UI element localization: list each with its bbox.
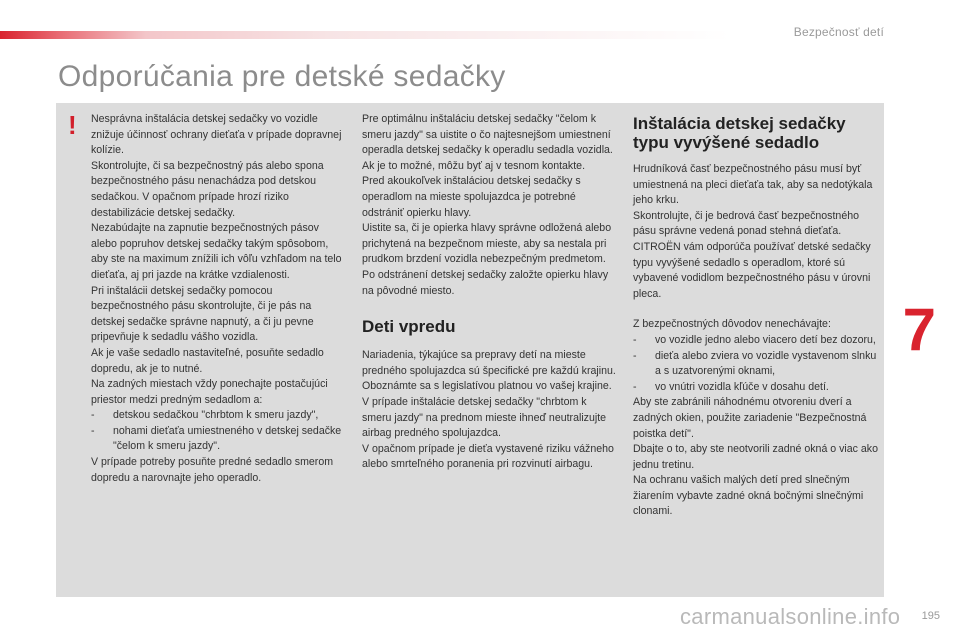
body-text: Uistite sa, či je opierka hlavy správne odložená alebo prichytená na bezpečnom mieste, aby sa nestala pri prudkom brzdení vozidla nebezpečným predmetom. Po odstránení detskej sedačky založte opierku hlavy na pôvodné miesto.	[362, 222, 612, 297]
warning-text: Nezabúdajte na zapnutie bezpečnostných pásov alebo popruhov detskej sedačky takým spôsobom, aby ste na maximum znížili ich vôľu vzhľadom na telo dieťaťa, aj pri jazde na krátke vzdialenosti.	[91, 222, 342, 281]
list-item-text: vo vnútri vozidla kľúče v dosahu detí.	[655, 380, 829, 393]
body-text: Z bezpečnostných dôvodov nenechávajte:	[633, 318, 831, 331]
body-text: Hrudníková časť bezpečnostného pásu musí byť umiestnená na pleci dieťaťa tak, aby sa nedotýkala jeho krku.	[633, 163, 873, 207]
list-item: - detskou sedačkou "chrbtom k smeru jazdy",	[91, 408, 347, 424]
list-item-text: detskou sedačkou "chrbtom k smeru jazdy",	[113, 409, 319, 422]
list-item: - nohami dieťaťa umiestneného v detskej sedačke "čelom k smeru jazdy".	[91, 424, 347, 455]
list-item: - vo vnútri vozidla kľúče v dosahu detí.	[633, 380, 879, 396]
list-item-text: vo vozidle jedno alebo viacero detí bez dozoru,	[655, 333, 876, 346]
list-item-text: dieťa alebo zviera vo vozidle vystavenom slnku a s uzatvorenými oknami,	[655, 349, 877, 378]
section-heading-booster: Inštalácia detskej sedačky typu vyvýšené sedadlo	[633, 114, 846, 152]
list-item: - vo vozidle jedno alebo viacero detí bez dozoru,	[633, 333, 879, 349]
body-text: V prípade inštalácie detskej sedačky "chrbtom k smeru jazdy" na prednom mieste ihneď neutralizujte airbag predného spolujazdca.	[362, 395, 607, 440]
body-text: CITROËN vám odporúča používať detské sedačky typu vyvýšené sedadlo s operadlom, ktoré sú vybavené vodidlom bezpečnostného pásu v úrovni pleca.	[633, 240, 871, 300]
watermark: carmanualsonline.info	[680, 604, 901, 629]
warning-text: Ak je vaše sedadlo nastaviteľné, posuňte sedadlo dopredu, ak je to nutné.	[91, 346, 324, 375]
warning-text: Nesprávna inštalácia detskej sedačky vo vozidle znižuje účinnosť ochrany dieťaťa v prípade dopravnej kolízie.	[91, 113, 342, 157]
list-item-text: nohami dieťaťa umiestneného v detskej sedačke "čelom k smeru jazdy".	[113, 424, 342, 453]
body-text: Nariadenia, týkajúce sa prepravy detí na mieste predného spolujazdca sú špecifické pre každú krajinu. Oboznámte sa s legislatívou platnou vo vašej krajine.	[362, 349, 616, 393]
list-item: - dieťa alebo zviera vo vozidle vystavenom slnku a s uzatvorenými oknami,	[633, 349, 879, 380]
section-name: Bezpečnosť detí	[793, 25, 884, 39]
body-text: Dbajte o to, aby ste neotvorili zadné okná o viac ako jednu tretinu.	[633, 443, 878, 471]
gradient-stripe	[0, 31, 730, 39]
warning-text: Na zadných miestach vždy ponechajte postačujúci priestor medzi predným sedadlom a:	[91, 378, 328, 406]
body-text: V opačnom prípade je dieťa vystavené riziku vážneho alebo smrteľného poranenia pri rozvinutí airbagu.	[362, 442, 614, 471]
body-text: Pre optimálnu inštaláciu detskej sedačky "čelom k smeru jazdy" sa uistite o čo najtesnejšom umiestnení operadla detskej sedačky k operadlu sedadla vozidla. Ak je to možné, môžu byť aj v tesnom kontakte.	[362, 113, 613, 172]
exclamation-icon: !	[68, 110, 77, 140]
body-text: Skontrolujte, či je bedrová časť bezpečnostného pásu správne vedená ponad stehná dieťaťa.	[633, 209, 859, 238]
section-heading-front: Deti vpredu	[362, 317, 456, 337]
body-text: Pred akoukoľvek inštaláciou detskej sedačky s operadlom na mieste spolujazdca je potrebné odstrániť opierku hlavy.	[362, 175, 581, 219]
chapter-number: 7	[902, 296, 936, 363]
body-text: Aby ste zabránili náhodnému otvoreniu dverí a zadných okien, použite zariadenie "Bezpečnostná poistka detí".	[633, 396, 867, 440]
page-title: Odporúčania pre detské sedačky	[58, 60, 506, 93]
middle-column	[362, 112, 617, 473]
page-number: 195	[921, 610, 940, 622]
body-text: Na ochranu vašich malých detí pred slnečným žiarením vybavte zadné okná bočnými slnečnými clonami.	[633, 474, 864, 518]
warning-text: Pri inštalácii detskej sedačky pomocou bezpečnostného pásu skontrolujte, či je pás na detskej sedačke správne napnutý, a či ju pevne pripevňuje k sedadlu vášho vozidla.	[91, 284, 314, 344]
right-column	[633, 112, 879, 520]
warning-text: Skontrolujte, či sa bezpečnostný pás alebo spona bezpečnostného pásu nenachádza pod detskou sedačkou. V opačnom prípade hrozí riziko destabilizácie detskej sedačky.	[91, 159, 324, 219]
warning-text: V prípade potreby posuňte predné sedadlo smerom dopredu a narovnajte jeho operadlo.	[91, 456, 334, 484]
warning-column	[91, 112, 347, 486]
